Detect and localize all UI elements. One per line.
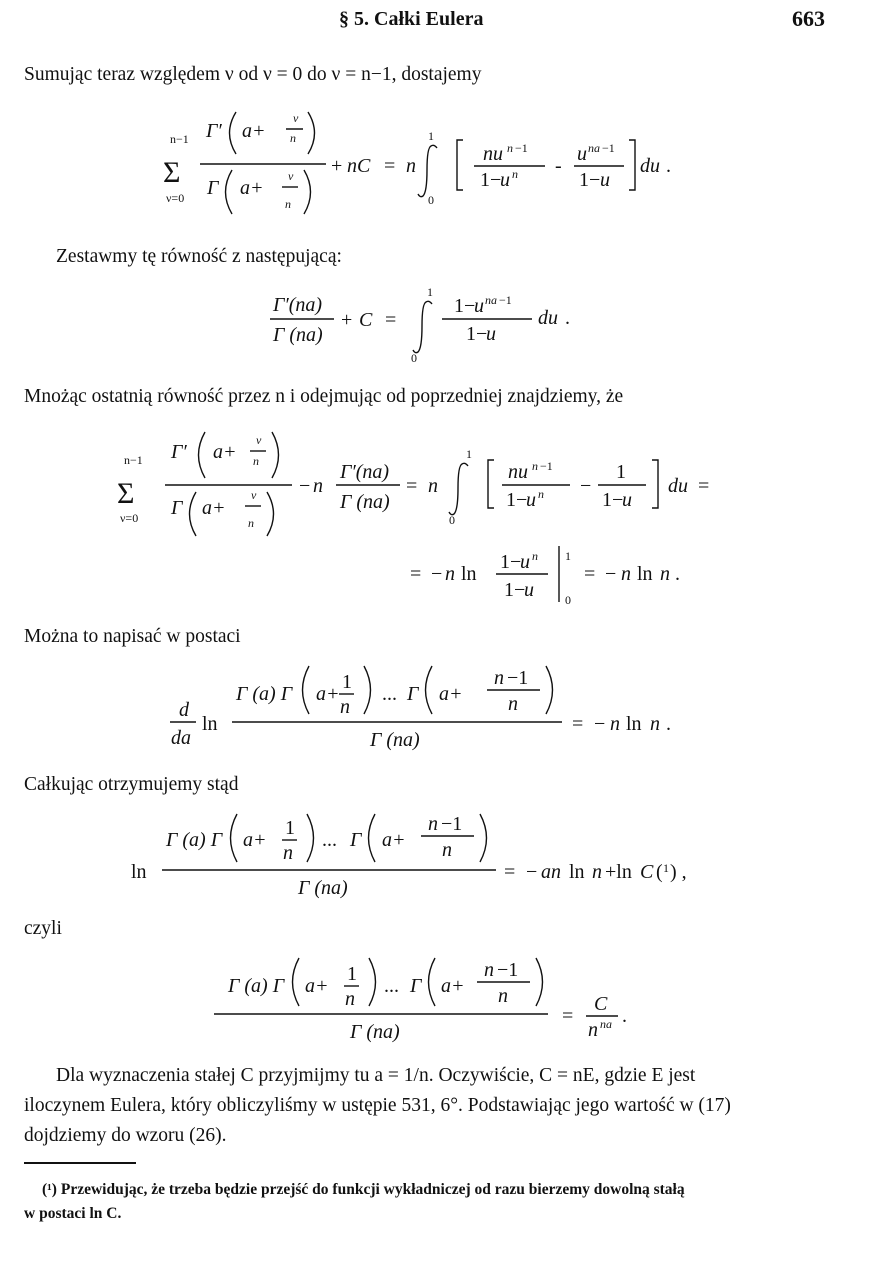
footnote-rule — [24, 1162, 136, 1164]
svg-text:−1: −1 — [540, 459, 553, 473]
svg-text:n: n — [512, 167, 518, 181]
paragraph-7-line-2: iloczynem Eulera, który obliczyliśmy w ustępie 531, 6°. Podstawiając jego wartość w (17) — [24, 1095, 731, 1116]
svg-text:nu: nu — [508, 461, 528, 483]
svg-text:...: ... — [322, 829, 337, 851]
svg-text:n: n — [508, 693, 518, 715]
svg-text:Γ: Γ — [407, 683, 419, 705]
svg-text:n: n — [345, 988, 355, 1010]
equation-4-drawing — [0, 658, 893, 758]
svg-text:C: C — [359, 309, 373, 331]
paragraph-2: Zestawmy tę równość z następującą: — [56, 246, 342, 267]
equation-5 — [0, 806, 893, 906]
footnote-line-2: w postaci ln C. — [24, 1205, 122, 1222]
paragraph-1: Sumując teraz względem ν od ν = 0 do ν = n−1, dostajemy — [24, 64, 482, 85]
equation-3 — [0, 424, 893, 544]
svg-text:du: du — [668, 475, 688, 497]
svg-text:−1: −1 — [507, 667, 529, 689]
svg-text:n: n — [660, 563, 670, 585]
svg-text:n: n — [313, 475, 323, 497]
svg-text:−1: −1 — [441, 813, 463, 835]
equation-5-drawing — [0, 806, 893, 906]
svg-text:1: 1 — [285, 817, 295, 839]
svg-text:n−1: n−1 — [124, 453, 143, 467]
svg-text:0: 0 — [411, 351, 417, 365]
svg-text:n: n — [428, 813, 438, 835]
svg-text:=: = — [410, 563, 422, 585]
svg-text:n: n — [285, 197, 291, 211]
svg-text:=: = — [385, 309, 397, 331]
svg-text:...: ... — [382, 683, 397, 705]
svg-text:+: + — [341, 309, 353, 331]
paragraph-4: Można to napisać w postaci — [24, 626, 241, 647]
paragraph-3: Mnożąc ostatnią równość przez n i odejmując od poprzedniej znajdziemy, że — [24, 386, 624, 407]
svg-text:−: − — [431, 563, 443, 585]
page-number: 663 — [792, 6, 825, 31]
svg-text:n: n — [248, 516, 254, 530]
svg-text:u: u — [622, 489, 632, 511]
svg-text:=: = — [572, 713, 584, 735]
svg-text:n: n — [494, 667, 504, 689]
svg-text:n: n — [340, 696, 350, 718]
svg-text:Σ: Σ — [163, 156, 181, 189]
svg-text:0: 0 — [449, 513, 455, 527]
svg-text:) ,: ) , — [670, 861, 687, 883]
svg-text:a+: a+ — [316, 683, 340, 705]
svg-text:1−: 1− — [506, 489, 528, 511]
svg-text:=: = — [406, 475, 418, 497]
svg-text:n: n — [484, 959, 494, 981]
svg-text:−: − — [605, 563, 617, 585]
svg-text:n: n — [428, 475, 438, 497]
svg-text:Γ (a) Γ: Γ (a) Γ — [236, 683, 293, 705]
svg-text:an: an — [541, 861, 561, 883]
svg-text:n: n — [445, 563, 455, 585]
svg-text:Γ′: Γ′ — [206, 120, 222, 142]
svg-text:n: n — [592, 861, 602, 883]
svg-text:a+: a+ — [202, 497, 226, 519]
svg-text:n: n — [610, 713, 620, 735]
svg-text:−1: −1 — [499, 293, 512, 307]
svg-text:−: − — [526, 861, 538, 883]
svg-text:+ln: +ln — [605, 861, 632, 883]
svg-text:1: 1 — [616, 461, 626, 483]
svg-text:Γ (na): Γ (na) — [350, 1021, 400, 1043]
svg-text:ln: ln — [626, 713, 642, 735]
svg-text:ν: ν — [293, 111, 299, 125]
svg-text:na: na — [588, 141, 600, 155]
svg-text:1: 1 — [342, 671, 352, 693]
svg-text:u: u — [524, 579, 534, 601]
svg-text:a+: a+ — [243, 829, 267, 851]
svg-text:n: n — [621, 563, 631, 585]
svg-text:.: . — [666, 155, 671, 177]
svg-text:=: = — [384, 155, 396, 177]
svg-text:Γ: Γ — [171, 497, 183, 519]
svg-text:-: - — [555, 155, 562, 177]
equation-3-continued-drawing — [0, 540, 893, 610]
paragraph-7-line-3: dojdziemy do wzoru (26). — [24, 1125, 227, 1146]
svg-text:1: 1 — [427, 285, 433, 299]
svg-text:.: . — [666, 713, 671, 735]
svg-text:nC: nC — [347, 155, 371, 177]
svg-text:n: n — [253, 454, 259, 468]
svg-text:.: . — [565, 307, 570, 329]
svg-text:−1: −1 — [602, 141, 615, 155]
paragraph-6: czyli — [24, 918, 62, 939]
svg-text:u: u — [486, 323, 496, 345]
svg-text:a+: a+ — [240, 177, 264, 199]
equation-3-drawing — [0, 424, 893, 544]
svg-text:ln: ln — [569, 861, 585, 883]
svg-text:−: − — [299, 475, 311, 497]
svg-text:ln: ln — [461, 563, 477, 585]
svg-text:ln: ln — [637, 563, 653, 585]
svg-text:C: C — [640, 861, 654, 883]
svg-text:.: . — [675, 563, 680, 585]
svg-text:n: n — [507, 141, 513, 155]
svg-text:u: u — [577, 143, 587, 165]
svg-text:ν: ν — [256, 433, 262, 447]
svg-text:...: ... — [384, 975, 399, 997]
svg-text:ν: ν — [251, 488, 257, 502]
svg-text:ln: ln — [202, 713, 218, 735]
svg-text:Γ: Γ — [207, 177, 219, 199]
svg-text:Γ′: Γ′ — [171, 441, 187, 463]
equation-2-drawing — [0, 282, 893, 365]
equation-1-drawing — [0, 100, 893, 230]
svg-text:ν: ν — [288, 169, 294, 183]
svg-text:1−: 1− — [500, 551, 522, 573]
svg-text:Γ (a) Γ: Γ (a) Γ — [228, 975, 285, 997]
svg-text:−: − — [594, 713, 606, 735]
running-header-title: § 5. Całki Eulera — [339, 8, 484, 30]
svg-text:−: − — [580, 475, 592, 497]
equation-1 — [0, 100, 893, 230]
svg-text:u: u — [500, 169, 510, 191]
svg-text:u: u — [600, 169, 610, 191]
svg-text:a+: a+ — [382, 829, 406, 851]
svg-text:=: = — [504, 861, 516, 883]
svg-text:1: 1 — [466, 447, 472, 461]
svg-text:C: C — [594, 993, 608, 1015]
svg-text:a+: a+ — [305, 975, 329, 997]
svg-text:na: na — [600, 1017, 612, 1031]
svg-text:u: u — [526, 489, 536, 511]
svg-text:1−: 1− — [454, 295, 476, 317]
svg-text:Σ: Σ — [117, 477, 135, 510]
equation-3-continued — [0, 540, 893, 610]
paragraph-7-line-1: Dla wyznaczenia stałej C przyjmijmy tu a = 1/n. Oczywiście, C = nE, gdzie E jest — [56, 1065, 696, 1086]
svg-text:1−: 1− — [504, 579, 526, 601]
svg-text:Γ (na): Γ (na) — [370, 729, 420, 751]
svg-text:u: u — [474, 295, 484, 317]
svg-text:d: d — [179, 699, 189, 721]
equation-2 — [0, 282, 893, 365]
svg-text:du: du — [640, 155, 660, 177]
svg-text:0: 0 — [565, 593, 571, 607]
svg-text:n−1: n−1 — [170, 132, 189, 146]
svg-text:1: 1 — [347, 963, 357, 985]
svg-text:Γ (na): Γ (na) — [340, 491, 390, 513]
svg-text:Γ: Γ — [350, 829, 362, 851]
svg-text:=: = — [698, 475, 710, 497]
svg-text:1: 1 — [565, 549, 571, 563]
svg-text:ν=0: ν=0 — [166, 191, 185, 205]
svg-text:1−: 1− — [480, 169, 502, 191]
svg-text:n: n — [290, 131, 296, 145]
svg-text:a+: a+ — [439, 683, 463, 705]
svg-text:−1: −1 — [515, 141, 528, 155]
svg-text:Γ: Γ — [410, 975, 422, 997]
svg-text:a+: a+ — [242, 120, 266, 142]
svg-text:+: + — [331, 155, 343, 177]
svg-text:a+: a+ — [213, 441, 237, 463]
svg-text:a+: a+ — [441, 975, 465, 997]
svg-text:1: 1 — [428, 129, 434, 143]
svg-text:(: ( — [656, 861, 663, 883]
equation-4 — [0, 658, 893, 758]
footnote-line-1: (¹) Przewidując, że trzeba będzie przejść do funkcji wykładniczej od razu bierzemy dowolną stałą — [42, 1181, 685, 1198]
svg-text:Γ (na): Γ (na) — [298, 877, 348, 899]
svg-text:=: = — [562, 1005, 574, 1027]
svg-text:−1: −1 — [497, 959, 519, 981]
svg-text:ν=0: ν=0 — [120, 511, 139, 525]
svg-text:n: n — [538, 487, 544, 501]
paragraph-5: Całkując otrzymujemy stąd — [24, 774, 239, 795]
svg-text:1−: 1− — [579, 169, 601, 191]
svg-text:u: u — [520, 551, 530, 573]
svg-text:n: n — [588, 1019, 598, 1041]
svg-text:Γ (a) Γ: Γ (a) Γ — [166, 829, 223, 851]
svg-text:n: n — [650, 713, 660, 735]
svg-text:n: n — [442, 839, 452, 861]
svg-text:ln: ln — [131, 861, 147, 883]
svg-text:Γ (na): Γ (na) — [273, 324, 323, 346]
svg-text:nu: nu — [483, 143, 503, 165]
equation-6 — [0, 950, 893, 1050]
svg-text:na: na — [485, 293, 497, 307]
svg-text:n: n — [532, 459, 538, 473]
svg-text:n: n — [406, 155, 416, 177]
svg-text:.: . — [622, 1005, 627, 1027]
svg-text:Γ′(na): Γ′(na) — [273, 294, 323, 316]
svg-text:1−: 1− — [466, 323, 488, 345]
svg-text:0: 0 — [428, 193, 434, 207]
svg-text:n: n — [532, 549, 538, 563]
svg-text:Γ′(na): Γ′(na) — [340, 461, 390, 483]
svg-text:du: du — [538, 307, 558, 329]
svg-text:=: = — [584, 563, 596, 585]
equation-6-drawing — [0, 950, 893, 1050]
svg-text:1: 1 — [663, 861, 669, 875]
svg-text:da: da — [171, 727, 191, 749]
svg-text:n: n — [498, 985, 508, 1007]
svg-text:1−: 1− — [602, 489, 624, 511]
svg-text:n: n — [283, 842, 293, 864]
